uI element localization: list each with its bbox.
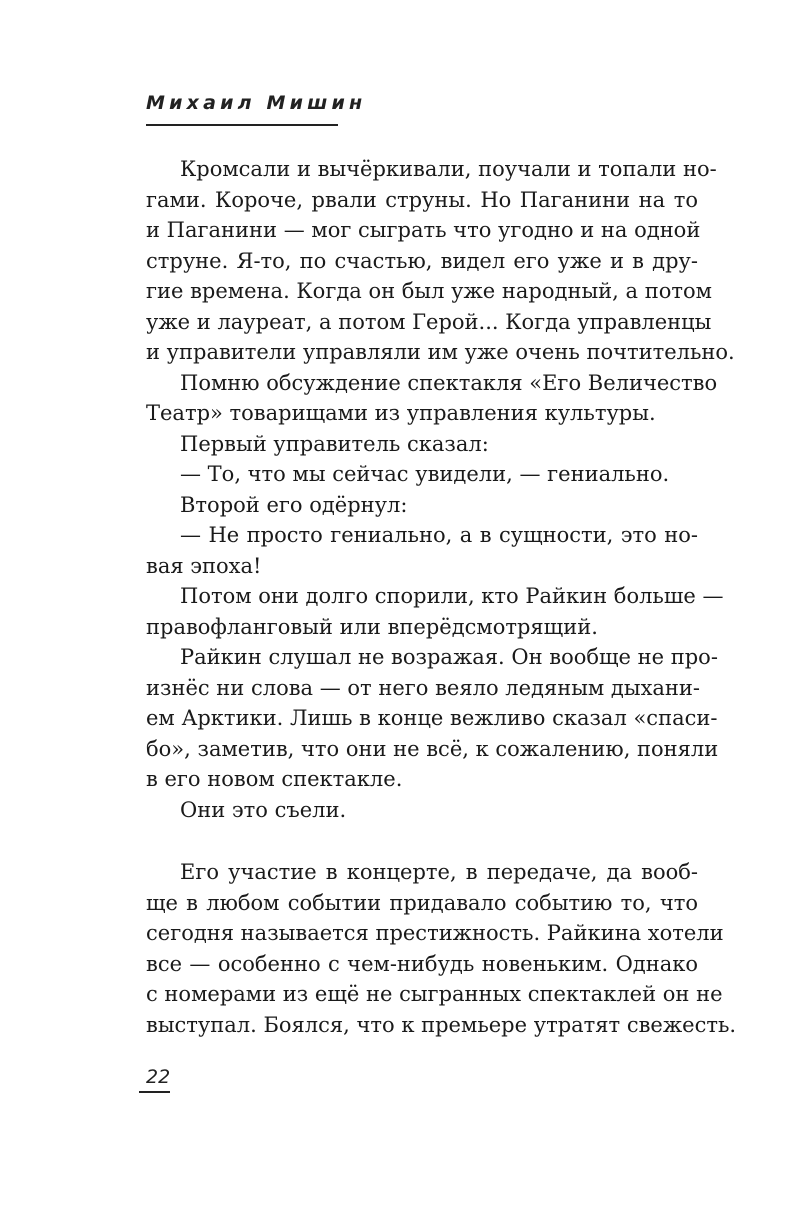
- page-number: 22: [146, 1066, 171, 1088]
- text-line: Первый управитель сказал:: [180, 431, 489, 456]
- text-line: — То, что мы сейчас увидели, — гениально.: [180, 462, 670, 486]
- text-line: выступал. Боялся, что к премьере утратят свежесть.: [146, 1012, 737, 1037]
- text-line: Театр» товарищами из управления культуры.: [146, 401, 656, 425]
- header-rule: [146, 124, 338, 126]
- text-line: Помню обсуждение спектакля «Его Величество: [180, 370, 718, 395]
- text-line: Его участие в концерте, в передаче, да вооб-: [180, 860, 698, 884]
- text-line: гие времена. Когда он был уже народный, а потом: [146, 279, 712, 303]
- text-line: Райкин слушал не возражая. Он вообще не про-: [180, 645, 718, 669]
- text-line: бо», заметив, что они не всё, к сожалению, поняли: [146, 736, 719, 761]
- text-line: сегодня называется престижность. Райкина хотели: [146, 921, 724, 945]
- text-line: с номерами из ещё не сыгранных спектаклей он не: [146, 982, 723, 1006]
- text-line: Второй его одёрнул:: [180, 492, 408, 517]
- text-line: и управители управляли им уже очень почтительно.: [146, 340, 735, 364]
- text-block-1: [146, 154, 735, 825]
- text-line: ем Арктики. Лишь в конце вежливо сказал «спаси-: [146, 706, 718, 730]
- text-line: все — особенно с чем-нибудь новеньким. Однако: [146, 951, 698, 976]
- text-line: правофланговый или вперёдсмотрящий.: [146, 614, 598, 639]
- text-line: струне. Я-то, по счастью, видел его уже и в дру-: [146, 248, 698, 273]
- text-line: уже и лауреат, а потом Герой... Когда управленцы: [146, 309, 712, 334]
- text-line: Кромсали и вычёркивали, поучали и топали но-: [180, 157, 717, 181]
- text-line: в его новом спектакле.: [146, 767, 403, 791]
- text-line: Потом они долго спорили, кто Райкин больше —: [180, 584, 724, 608]
- text-line: гами. Короче, рвали струны. Но Паганини на то: [146, 187, 698, 212]
- text-line: Они это съели.: [180, 797, 347, 822]
- text-line: и Паганини — мог сыграть что угодно и на одной: [146, 218, 701, 242]
- text-line: изнёс ни слова — от него веяло ледяным дыхани-: [146, 675, 701, 700]
- text-line: — Не просто гениально, а в сущности, это но-: [180, 523, 698, 547]
- text-line: ще в любом событии придавало событию то, что: [146, 890, 698, 915]
- text-block-2: [146, 857, 737, 1040]
- page-number-rule: [139, 1091, 170, 1093]
- text-line: вая эпоха!: [146, 553, 262, 578]
- running-head-author: Михаил Мишин: [146, 92, 367, 114]
